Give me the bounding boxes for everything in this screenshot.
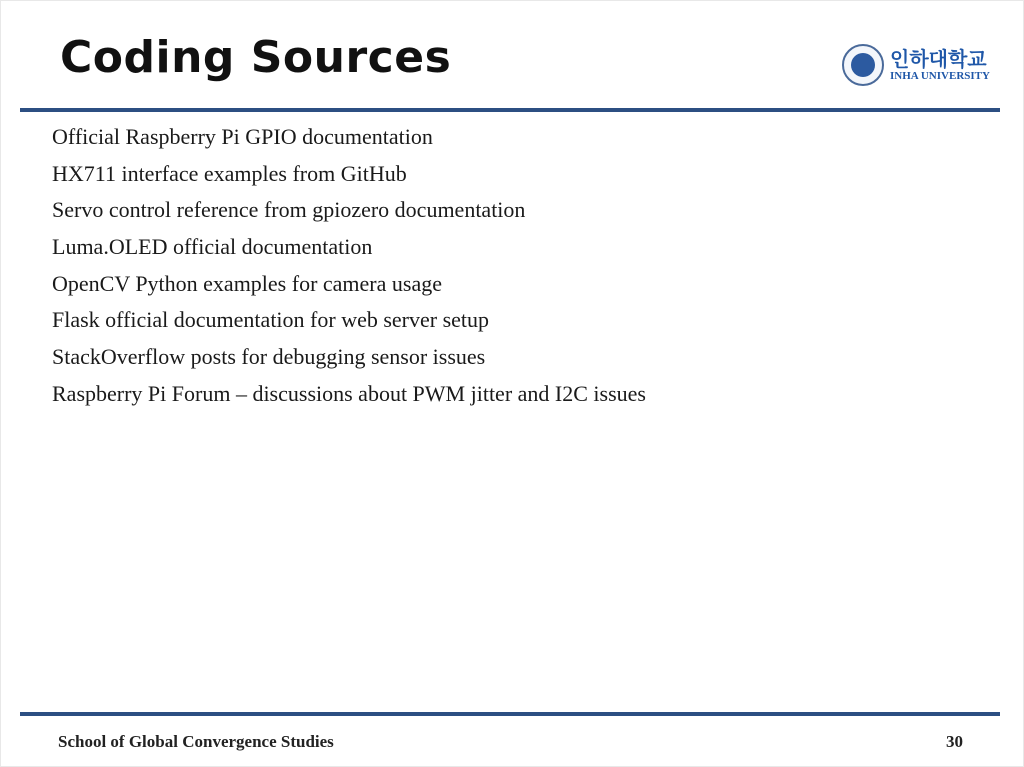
list-item: StackOverflow posts for debugging sensor issues	[52, 344, 486, 370]
logo-korean-text: 인하대학교	[890, 47, 987, 71]
slide-title: Coding Sources	[60, 32, 452, 83]
logo-english-text: INHA UNIVERSITY	[890, 70, 990, 82]
footer-divider	[20, 712, 1000, 716]
list-item: Luma.OLED official documentation	[52, 234, 373, 260]
footer-school-name: School of Global Convergence Studies	[58, 732, 334, 751]
inha-university-logo	[842, 44, 990, 86]
list-item: Official Raspberry Pi GPIO documentation	[52, 124, 433, 149]
list-item: Raspberry Pi Forum – discussions about PWM jitter and I2C issues	[52, 380, 646, 406]
university-seal-icon	[842, 44, 884, 86]
page-number: 30	[946, 732, 963, 751]
list-item: OpenCV Python examples for camera usage	[52, 270, 442, 296]
list-item: Servo control reference from gpiozero documentation	[52, 197, 526, 223]
source-list	[52, 122, 646, 416]
list-item: HX711 interface examples from GitHub	[52, 160, 407, 186]
list-item: Flask official documentation for web server setup	[52, 307, 490, 333]
header-divider	[20, 108, 1000, 112]
